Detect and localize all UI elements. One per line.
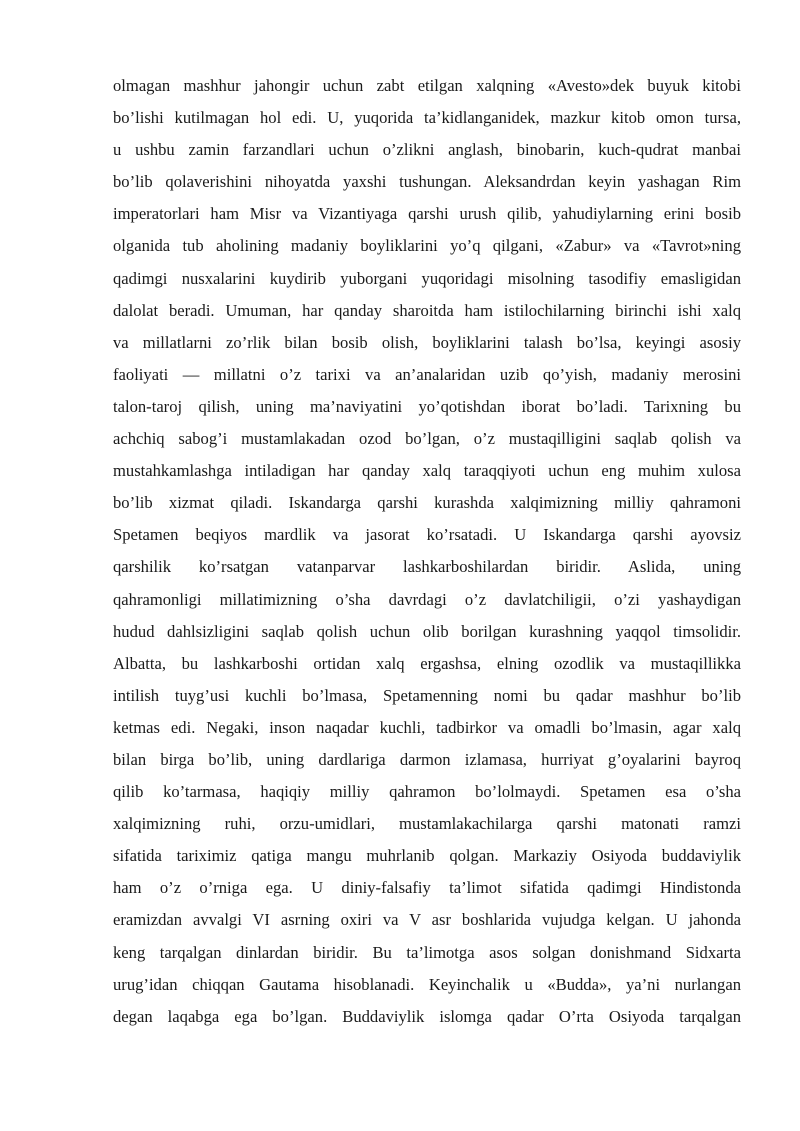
text-line: keng tarqalgan dinlardan biridir. Bu ta’limotga asos solgan donishmand Sidxarta xyxy=(113,942,741,962)
text-line: Albatta, bu lashkarboshi ortidan xalq ergashsa, elning ozodlik va mustaqillikka xyxy=(113,653,741,673)
text-line: achchiq sabog’i mustamlakadan ozod bo’lgan, o’z mustaqilligini saqlab qolish va xyxy=(113,429,741,449)
text-line: faoliyati — millatni o’z tarixi va an’analaridan uzib qo’yish, madaniy merosini xyxy=(113,364,741,384)
text-line: ham o’z o’rniga ega. U diniy-falsafiy ta’limot sifatida qadimgi Hindistonda xyxy=(113,878,741,898)
text-line: ketmas edi. Negaki, inson naqadar kuchli, tadbirkor va omadli bo’lmasin, agar xalq xyxy=(113,717,741,737)
text-line: urug’idan chiqqan Gautama hisoblanadi. Keyinchalik u «Budda», ya’ni nurlangan xyxy=(113,974,741,994)
text-line: olganida tub aholining madaniy boyliklarini yo’q qilgani, «Zabur» va «Tavrot»ning xyxy=(113,236,741,256)
text-line: talon-taroj qilish, uning ma’naviyatini yo’qotishdan iborat bo’ladi. Tarixning bu xyxy=(113,396,741,416)
text-line: qarshilik ko’rsatgan vatanparvar lashkarboshilardan biridir. Aslida, uning xyxy=(113,557,741,577)
text-line: olmagan mashhur jahongir uchun zabt etilgan xalqning «Avesto»dek buyuk kitobi xyxy=(113,76,741,95)
text-line: bo’lib xizmat qiladi. Iskandarga qarshi kurashda xalqimizning milliy qahramoni xyxy=(113,493,741,513)
text-line: va millatlarni zo’rlik bilan bosib olish, boyliklarini talash bo’lsa, keyingi asosiy xyxy=(113,332,741,352)
text-line: degan laqabga ega bo’lgan. Buddaviylik islomga qadar O’rta Osiyoda tarqalgan xyxy=(113,1006,741,1026)
text-line: sifatida tariximiz qatiga mangu muhrlanib qolgan. Markaziy Osiyoda buddaviylik xyxy=(113,846,741,866)
text-line: hudud dahlsizligini saqlab qolish uchun olib borilgan kurashning yaqqol timsolidir. xyxy=(113,621,741,641)
text-line: xalqimizning ruhi, orzu-umidlari, mustamlakachilarga qarshi matonati ramzi xyxy=(113,814,741,834)
text-line: bo’lib qolaverishini nihoyatda yaxshi tushungan. Aleksandrdan keyin yashagan Rim xyxy=(113,172,741,192)
text-line: bilan birga bo’lib, uning dardlariga darmon izlamasa, hurriyat g’oyalarini bayroq xyxy=(113,749,741,769)
body-text xyxy=(113,70,741,1033)
text-line: Spetamen beqiyos mardlik va jasorat ko’rsatadi. U Iskandarga qarshi ayovsiz xyxy=(113,525,741,545)
text-line: intilish tuyg’usi kuchli bo’lmasa, Spetamenning nomi bu qadar mashhur bo’lib xyxy=(113,685,741,705)
text-line: qilib ko’tarmasa, haqiqiy milliy qahramon bo’lolmaydi. Spetamen esa o’sha xyxy=(113,782,741,802)
text-line: qadimgi nusxalarini kuydirib yuborgani yuqoridagi misolning tasodifiy emasligidan xyxy=(113,268,741,288)
text-line: bo’lishi kutilmagan hol edi. U, yuqorida ta’kidlanganidek, mazkur kitob omon tursa, xyxy=(113,108,741,128)
text-line: mustahkamlashga intiladigan har qanday xalq taraqqiyoti uchun eng muhim xulosa xyxy=(113,461,741,481)
text-line: dalolat beradi. Umuman, har qanday sharoitda ham istilochilarning birinchi ishi xalq xyxy=(113,300,741,320)
text-line: u ushbu zamin farzandlari uchun o’zlikni anglash, binobarin, kuch-qudrat manbai xyxy=(113,140,741,160)
text-line: qahramonligi millatimizning o’sha davrdagi o’z davlatchiligii, o’zi yashaydigan xyxy=(113,589,741,609)
text-line: eramizdan avvalgi VI asrning oxiri va V asr boshlarida vujudga kelgan. U jahonda xyxy=(113,910,741,930)
text-line: imperatorlari ham Misr va Vizantiyaga qarshi urush qilib, yahudiylarning erini bosib xyxy=(113,204,741,224)
